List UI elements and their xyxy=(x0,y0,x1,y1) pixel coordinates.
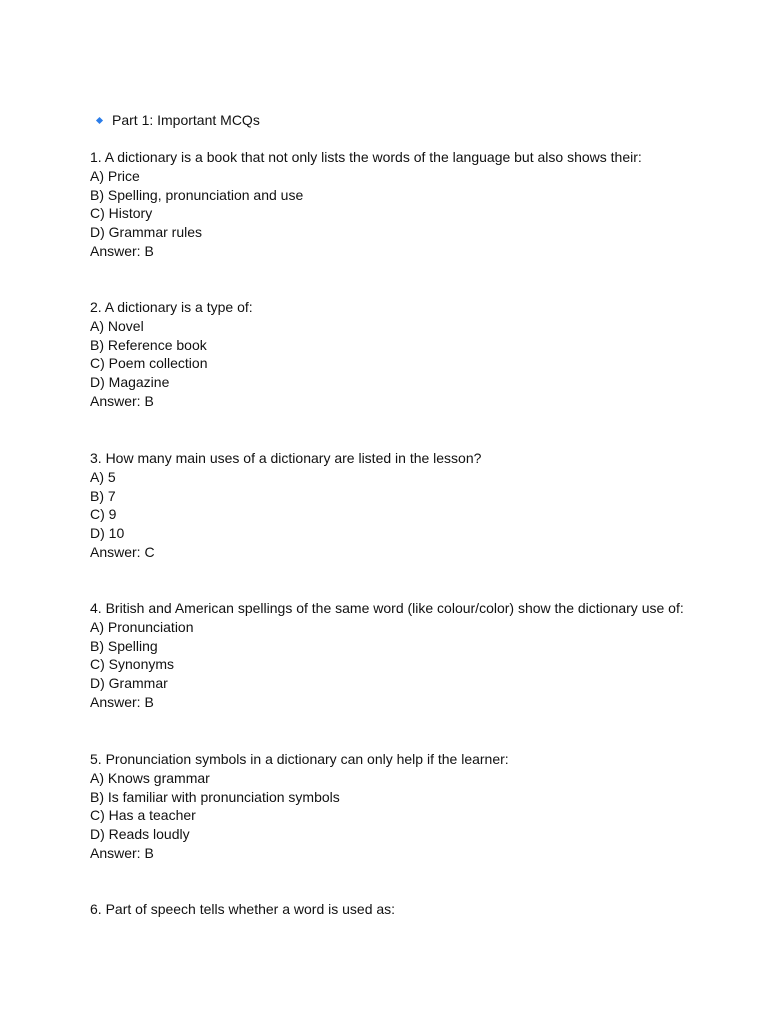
option-d: D) Grammar xyxy=(90,675,168,692)
answer-text: Answer: B xyxy=(90,844,154,861)
section-heading-text: Part 1: Important MCQs xyxy=(112,112,260,128)
answer-text: Answer: B xyxy=(90,242,154,259)
question-block xyxy=(90,449,481,562)
option-d: D) 10 xyxy=(90,525,125,542)
question-text: 3. How many main uses of a dictionary are listed in the lesson? xyxy=(90,450,482,466)
option-a: A) 5 xyxy=(90,468,116,485)
option-d: D) Reads loudly xyxy=(90,826,190,843)
section-heading xyxy=(94,111,260,129)
option-c: C) Has a teacher xyxy=(90,807,196,824)
option-a: A) Price xyxy=(90,167,140,184)
question-block xyxy=(90,148,642,261)
option-a: A) Knows grammar xyxy=(90,769,210,786)
option-c: C) History xyxy=(90,205,153,222)
option-c: C) 9 xyxy=(90,506,117,523)
option-b: B) Spelling, pronunciation and use xyxy=(90,186,304,203)
option-c: C) Poem collection xyxy=(90,355,208,372)
option-d: D) Grammar rules xyxy=(90,224,203,241)
question-text: 1. A dictionary is a book that not only lists the words of the language but also shows their: xyxy=(90,149,642,165)
question-text: 4. British and American spellings of the same word (like colour/color) show the dictionary use of: xyxy=(90,600,684,616)
question-block xyxy=(90,298,253,411)
question-block xyxy=(90,599,684,712)
small-blue-diamond-icon xyxy=(96,116,103,123)
question-block xyxy=(90,900,395,919)
question-text: 5. Pronunciation symbols in a dictionary can only help if the learner: xyxy=(90,751,509,767)
option-c: C) Synonyms xyxy=(90,656,175,673)
option-a: A) Novel xyxy=(90,317,144,334)
question-block xyxy=(90,750,509,863)
question-text: 2. A dictionary is a type of: xyxy=(90,299,253,315)
option-b: B) Reference book xyxy=(90,336,207,353)
question-text: 6. Part of speech tells whether a word is used as: xyxy=(90,901,396,917)
option-b: B) Is familiar with pronunciation symbols xyxy=(90,788,340,805)
option-d: D) Magazine xyxy=(90,374,170,391)
option-b: B) 7 xyxy=(90,487,116,504)
answer-text: Answer: B xyxy=(90,693,154,710)
option-b: B) Spelling xyxy=(90,637,158,654)
answer-text: Answer: C xyxy=(90,543,155,560)
option-a: A) Pronunciation xyxy=(90,618,194,635)
answer-text: Answer: B xyxy=(90,392,154,409)
